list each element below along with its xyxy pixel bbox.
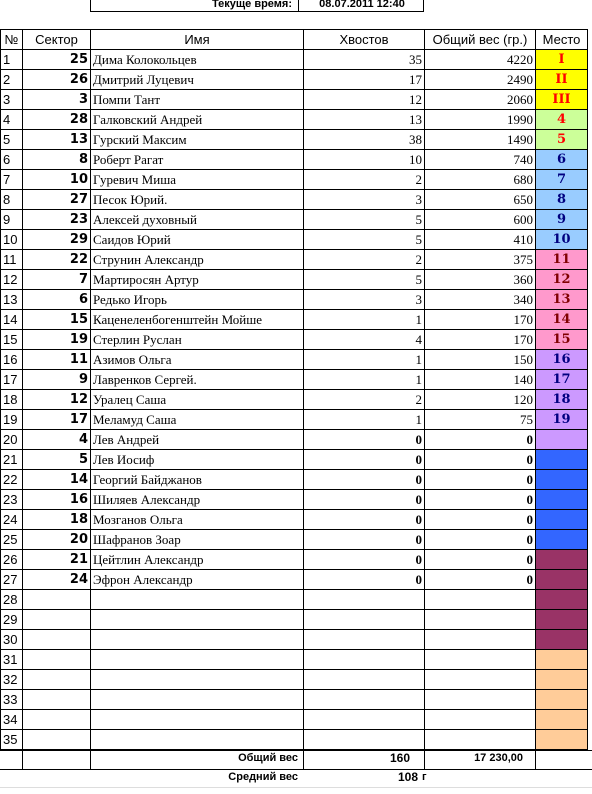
place-cell[interactable] [536,510,588,530]
table-row [1,710,588,730]
name-cell[interactable] [91,710,304,730]
place-cell[interactable] [536,550,588,570]
row-number-cell[interactable]: 27 [1,570,23,590]
tails-cell[interactable]: 2 [304,170,425,190]
sector-cell[interactable]: 20 [23,530,91,550]
place-cell[interactable]: 15 [536,330,588,350]
header-row [1,30,588,50]
table-row [1,690,588,710]
place-cell[interactable]: III [536,90,588,110]
name-cell[interactable]: Струнин Александр [91,250,304,270]
table-row [1,290,588,310]
name-cell[interactable]: Мозганов Ольга [91,510,304,530]
sector-cell[interactable]: 6 [23,290,91,310]
table-row [1,250,588,270]
row-number-cell[interactable]: 6 [1,150,23,170]
place-cell[interactable]: 19 [536,410,588,430]
table-row [1,650,588,670]
place-cell[interactable]: I [536,50,588,70]
name-cell[interactable]: Галковский Андрей [91,110,304,130]
col-header-place[interactable]: Место [536,30,588,50]
sector-cell[interactable]: 29 [23,230,91,250]
sector-cell[interactable]: 10 [23,170,91,190]
sector-cell[interactable] [23,610,91,630]
table-row [1,210,588,230]
weight-cell[interactable]: 650 [425,190,536,210]
weight-cell[interactable]: 0 [425,490,536,510]
place-cell[interactable]: II [536,70,588,90]
tails-cell[interactable]: 0 [304,430,425,450]
name-cell[interactable] [91,590,304,610]
place-cell[interactable] [536,690,588,710]
table-row [1,110,588,130]
weight-cell[interactable]: 680 [425,170,536,190]
row-number-cell[interactable]: 8 [1,190,23,210]
weight-cell[interactable]: 740 [425,150,536,170]
place-cell[interactable] [536,450,588,470]
name-cell[interactable]: Дмитрий Луцевич [91,70,304,90]
tails-cell[interactable]: 5 [304,230,425,250]
current-time-label: Текуще время: [211,0,292,10]
weight-cell[interactable] [425,690,536,710]
tails-cell[interactable]: 5 [304,210,425,230]
tails-cell[interactable] [304,650,425,670]
row-number-cell[interactable]: 20 [1,430,23,450]
sector-cell[interactable] [23,690,91,710]
sector-cell[interactable]: 17 [23,410,91,430]
tails-cell[interactable]: 4 [304,330,425,350]
row-number-cell[interactable]: 34 [1,710,23,730]
tails-cell[interactable] [304,670,425,690]
weight-cell[interactable]: 0 [425,570,536,590]
sector-cell[interactable]: 22 [23,250,91,270]
place-cell[interactable]: 6 [536,150,588,170]
place-cell[interactable]: 5 [536,130,588,150]
table-row [1,130,588,150]
weight-cell[interactable] [425,590,536,610]
tails-cell[interactable] [304,690,425,710]
name-cell[interactable]: Меламуд Саша [91,410,304,430]
weight-cell[interactable] [425,610,536,630]
place-cell[interactable]: 12 [536,270,588,290]
table-row [1,150,588,170]
weight-cell[interactable]: 375 [425,250,536,270]
name-cell[interactable]: Саидов Юрий [91,230,304,250]
row-number-cell[interactable]: 28 [1,590,23,610]
col-header-num[interactable]: № [1,30,23,50]
row-number-cell[interactable]: 4 [1,110,23,130]
name-cell[interactable] [91,670,304,690]
weight-cell[interactable]: 0 [425,530,536,550]
table-row [1,310,588,330]
tails-cell[interactable]: 5 [304,270,425,290]
row-number-cell[interactable]: 24 [1,510,23,530]
tails-cell[interactable] [304,590,425,610]
row-number-cell[interactable]: 3 [1,90,23,110]
row-number-cell[interactable]: 18 [1,390,23,410]
sector-cell[interactable]: 18 [23,510,91,530]
weight-cell[interactable]: 170 [425,310,536,330]
weight-cell[interactable]: 140 [425,370,536,390]
table-row [1,370,588,390]
table-row [1,670,588,690]
table-row [1,510,588,530]
name-cell[interactable]: Редько Игорь [91,290,304,310]
weight-cell[interactable]: 75 [425,410,536,430]
tails-cell[interactable]: 1 [304,410,425,430]
sector-cell[interactable]: 27 [23,190,91,210]
tails-cell[interactable] [304,610,425,630]
row-number-cell[interactable]: 33 [1,690,23,710]
weight-cell[interactable]: 2490 [425,70,536,90]
table-row [1,390,588,410]
tails-cell[interactable]: 0 [304,510,425,530]
row-number-cell[interactable]: 5 [1,130,23,150]
name-cell[interactable]: Гуревич Миша [91,170,304,190]
row-number-cell[interactable]: 23 [1,490,23,510]
tails-cell[interactable]: 12 [304,90,425,110]
sector-cell[interactable]: 24 [23,570,91,590]
tails-cell[interactable]: 2 [304,250,425,270]
sector-cell[interactable]: 13 [23,130,91,150]
tails-cell[interactable] [304,710,425,730]
row-number-cell[interactable]: 1 [1,50,23,70]
row-number-cell[interactable]: 15 [1,330,23,350]
sector-cell[interactable]: 25 [23,50,91,70]
table-row [1,430,588,450]
row-number-cell[interactable]: 25 [1,530,23,550]
place-cell[interactable] [536,570,588,590]
name-cell[interactable]: Азимов Ольга [91,350,304,370]
table-row [1,530,588,550]
weight-cell[interactable]: 0 [425,450,536,470]
sector-cell[interactable] [23,730,91,750]
name-cell[interactable] [91,650,304,670]
top-divider [90,0,91,12]
weight-cell[interactable]: 360 [425,270,536,290]
sector-cell[interactable]: 14 [23,470,91,490]
table-row [1,610,588,630]
name-cell[interactable]: Алексей духовный [91,210,304,230]
name-cell[interactable]: Стерлин Руслан [91,330,304,350]
table-row [1,570,588,590]
tails-cell[interactable] [304,730,425,750]
place-cell[interactable]: 11 [536,250,588,270]
place-cell[interactable]: 4 [536,110,588,130]
row-number-cell[interactable]: 35 [1,730,23,750]
sector-cell[interactable] [23,710,91,730]
sector-cell[interactable]: 21 [23,550,91,570]
name-cell[interactable] [91,730,304,750]
sector-cell[interactable]: 9 [23,370,91,390]
sector-cell[interactable]: 5 [23,450,91,470]
average-weight-unit: г [422,771,427,783]
top-border [90,11,424,12]
weight-cell[interactable] [425,650,536,670]
sector-cell[interactable] [23,650,91,670]
table-row [1,90,588,110]
place-cell[interactable]: 14 [536,310,588,330]
sector-cell[interactable]: 26 [23,70,91,90]
weight-cell[interactable]: 150 [425,350,536,370]
current-time-bar [0,0,592,12]
tails-cell[interactable]: 3 [304,190,425,210]
row-number-cell[interactable]: 14 [1,310,23,330]
tails-cell[interactable]: 2 [304,390,425,410]
name-cell[interactable]: Цейтлин Александр [91,550,304,570]
weight-cell[interactable]: 120 [425,390,536,410]
row-number-cell[interactable]: 11 [1,250,23,270]
place-cell[interactable] [536,710,588,730]
name-cell[interactable]: Лев Иосиф [91,450,304,470]
table-row [1,450,588,470]
row-number-cell[interactable]: 21 [1,450,23,470]
total-weight-value[interactable]: 17 230,00 [474,752,523,764]
name-cell[interactable]: Шафранов Зоар [91,530,304,550]
weight-cell[interactable]: 410 [425,230,536,250]
weight-cell[interactable]: 1490 [425,130,536,150]
place-cell[interactable] [536,610,588,630]
tails-cell[interactable]: 3 [304,290,425,310]
sector-cell[interactable]: 28 [23,110,91,130]
name-cell[interactable]: Каценеленбогенштейн Мойше [91,310,304,330]
row-number-cell[interactable]: 19 [1,410,23,430]
sector-cell[interactable]: 7 [23,270,91,290]
tails-cell[interactable]: 0 [304,470,425,490]
total-weight-label: Общий вес [238,752,298,764]
sector-cell[interactable]: 11 [23,350,91,370]
table-row [1,330,588,350]
name-cell[interactable]: Лев Андрей [91,430,304,450]
weight-cell[interactable] [425,710,536,730]
weight-cell[interactable] [425,630,536,650]
tails-cell[interactable]: 1 [304,370,425,390]
place-cell[interactable] [536,630,588,650]
name-cell[interactable]: Мартиросян Артур [91,270,304,290]
total-tails-value[interactable]: 160 [389,751,410,765]
col-header-tails[interactable]: Хвостов [304,30,425,50]
name-cell[interactable]: Помпи Тант [91,90,304,110]
name-cell[interactable]: Георгий Байджанов [91,470,304,490]
place-cell[interactable] [536,530,588,550]
row-number-cell[interactable]: 10 [1,230,23,250]
place-cell[interactable] [536,730,588,750]
tails-cell[interactable] [304,630,425,650]
weight-cell[interactable]: 170 [425,330,536,350]
place-cell[interactable] [536,430,588,450]
place-cell[interactable] [536,650,588,670]
place-cell[interactable]: 8 [536,190,588,210]
tails-cell[interactable]: 38 [304,130,425,150]
tails-cell[interactable]: 0 [304,550,425,570]
weight-cell[interactable]: 600 [425,210,536,230]
place-cell[interactable] [536,490,588,510]
sector-cell[interactable]: 12 [23,390,91,410]
row-number-cell[interactable]: 29 [1,610,23,630]
table-row [1,730,588,750]
weight-cell[interactable] [425,670,536,690]
tails-cell[interactable]: 1 [304,310,425,330]
name-cell[interactable] [91,630,304,650]
place-cell[interactable] [536,590,588,610]
sector-cell[interactable]: 16 [23,490,91,510]
place-cell[interactable]: 18 [536,390,588,410]
place-cell[interactable]: 10 [536,230,588,250]
row-number-cell[interactable]: 26 [1,550,23,570]
sector-cell[interactable] [23,670,91,690]
weight-cell[interactable]: 340 [425,290,536,310]
place-cell[interactable] [536,470,588,490]
name-cell[interactable]: Эфрон Александр [91,570,304,590]
name-cell[interactable]: Лавренков Сергей. [91,370,304,390]
table-row [1,230,588,250]
row-number-cell[interactable]: 30 [1,630,23,650]
table-row [1,50,588,70]
top-divider [423,0,424,12]
sector-cell[interactable]: 15 [23,310,91,330]
name-cell[interactable] [91,690,304,710]
weight-cell[interactable]: 0 [425,430,536,450]
top-divider [298,0,299,12]
table-row [1,170,588,190]
results-table [0,29,588,750]
table-row [1,190,588,210]
row-number-cell[interactable]: 2 [1,70,23,90]
table-row [1,350,588,370]
table-row [1,410,588,430]
row-number-cell[interactable]: 9 [1,210,23,230]
table-row [1,550,588,570]
sector-cell[interactable] [23,630,91,650]
table-row [1,70,588,90]
tails-cell[interactable]: 0 [304,530,425,550]
row-number-cell[interactable]: 17 [1,370,23,390]
row-number-cell[interactable]: 7 [1,170,23,190]
place-cell[interactable]: 13 [536,290,588,310]
table-row [1,270,588,290]
table-row [1,470,588,490]
weight-cell[interactable]: 0 [425,470,536,490]
tails-cell[interactable]: 35 [304,50,425,70]
sector-cell[interactable]: 4 [23,430,91,450]
name-cell[interactable]: Уралец Саша [91,390,304,410]
weight-cell[interactable]: 4220 [425,50,536,70]
col-header-name[interactable]: Имя [91,30,304,50]
row-number-cell[interactable]: 16 [1,350,23,370]
table-row [1,490,588,510]
col-header-sector[interactable]: Сектор [23,30,91,50]
weight-cell[interactable]: 0 [425,510,536,530]
table-row [1,630,588,650]
table-row [1,590,588,610]
row-number-cell[interactable]: 32 [1,670,23,690]
row-number-cell[interactable]: 12 [1,270,23,290]
average-weight-value[interactable]: 108 [397,770,418,784]
tails-cell[interactable]: 0 [304,450,425,470]
current-time-value[interactable]: 08.07.2011 12:40 [319,0,405,10]
tails-cell[interactable]: 13 [304,110,425,130]
name-cell[interactable]: Шиляев Александр [91,490,304,510]
average-weight-label: Средний вес [228,771,298,783]
row-number-cell[interactable]: 31 [1,650,23,670]
tails-cell[interactable]: 0 [304,570,425,590]
name-cell[interactable]: Гурский Максим [91,130,304,150]
weight-cell[interactable]: 0 [425,550,536,570]
weight-cell[interactable]: 1990 [425,110,536,130]
tails-cell[interactable]: 10 [304,150,425,170]
weight-cell[interactable]: 2060 [425,90,536,110]
place-cell[interactable]: 17 [536,370,588,390]
row-number-cell[interactable]: 22 [1,470,23,490]
sector-cell[interactable]: 8 [23,150,91,170]
col-header-weight[interactable]: Общий вес (гр.) [425,30,536,50]
sector-cell[interactable]: 19 [23,330,91,350]
tails-cell[interactable]: 1 [304,350,425,370]
tails-cell[interactable]: 0 [304,490,425,510]
name-cell[interactable] [91,610,304,630]
name-cell[interactable]: Дима Колокольцев [91,50,304,70]
sector-cell[interactable]: 23 [23,210,91,230]
row-number-cell[interactable]: 13 [1,290,23,310]
sector-cell[interactable] [23,590,91,610]
place-cell[interactable]: 7 [536,170,588,190]
name-cell[interactable]: Песок Юрий. [91,190,304,210]
place-cell[interactable]: 16 [536,350,588,370]
tails-cell[interactable]: 17 [304,70,425,90]
name-cell[interactable]: Роберт Рагат [91,150,304,170]
weight-cell[interactable] [425,730,536,750]
place-cell[interactable]: 9 [536,210,588,230]
sector-cell[interactable]: 3 [23,90,91,110]
place-cell[interactable] [536,670,588,690]
